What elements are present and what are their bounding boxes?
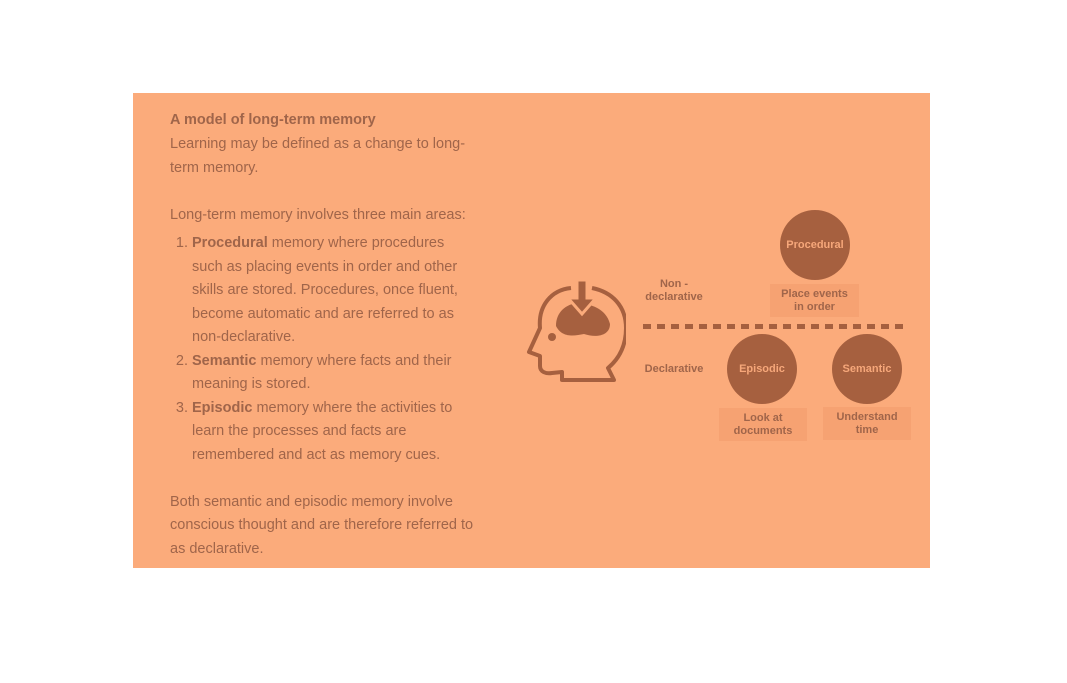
heading: A model of long-term memory — [170, 112, 376, 128]
conclusion-paragraph: Both semantic and episodic memory involve conscious thought and are therefore referred to as declarative. — [170, 493, 474, 557]
non-declarative-label: Non - declarative — [645, 278, 703, 303]
episodic-example-box: Look at documents — [719, 408, 807, 441]
semantic-node: Semantic — [832, 334, 902, 404]
intro-paragraph: Learning may be defined as a change to long-term memory. — [170, 136, 466, 176]
procedural-example-box: Place events in order — [770, 284, 859, 317]
divider-line — [643, 324, 908, 329]
list-item-text: memory where facts and their meaning is stored. — [192, 352, 452, 392]
areas-intro: Long-term memory involves three main areas: — [170, 206, 466, 223]
semantic-example-box: Understand time — [823, 407, 911, 440]
list-item-text: memory where procedures such as placing events in order and other skills are stored. Procedures, once fluent, become automatic and are referred to as non-declarative. — [192, 235, 458, 345]
list-item-text: memory where the activities to learn the processes and facts are remembered and act as memory cues. — [192, 399, 453, 463]
procedural-node: Procedural — [780, 210, 850, 280]
list-item-term: Episodic — [192, 399, 253, 416]
memory-diagram — [133, 93, 930, 568]
declarative-label: Declarative — [644, 363, 704, 375]
list-item-term: Semantic — [192, 352, 257, 369]
list-item-term: Procedural — [192, 235, 268, 251]
head-with-brain-download-icon — [526, 276, 626, 382]
infographic-panel — [133, 93, 930, 568]
episodic-node: Episodic — [727, 334, 797, 404]
